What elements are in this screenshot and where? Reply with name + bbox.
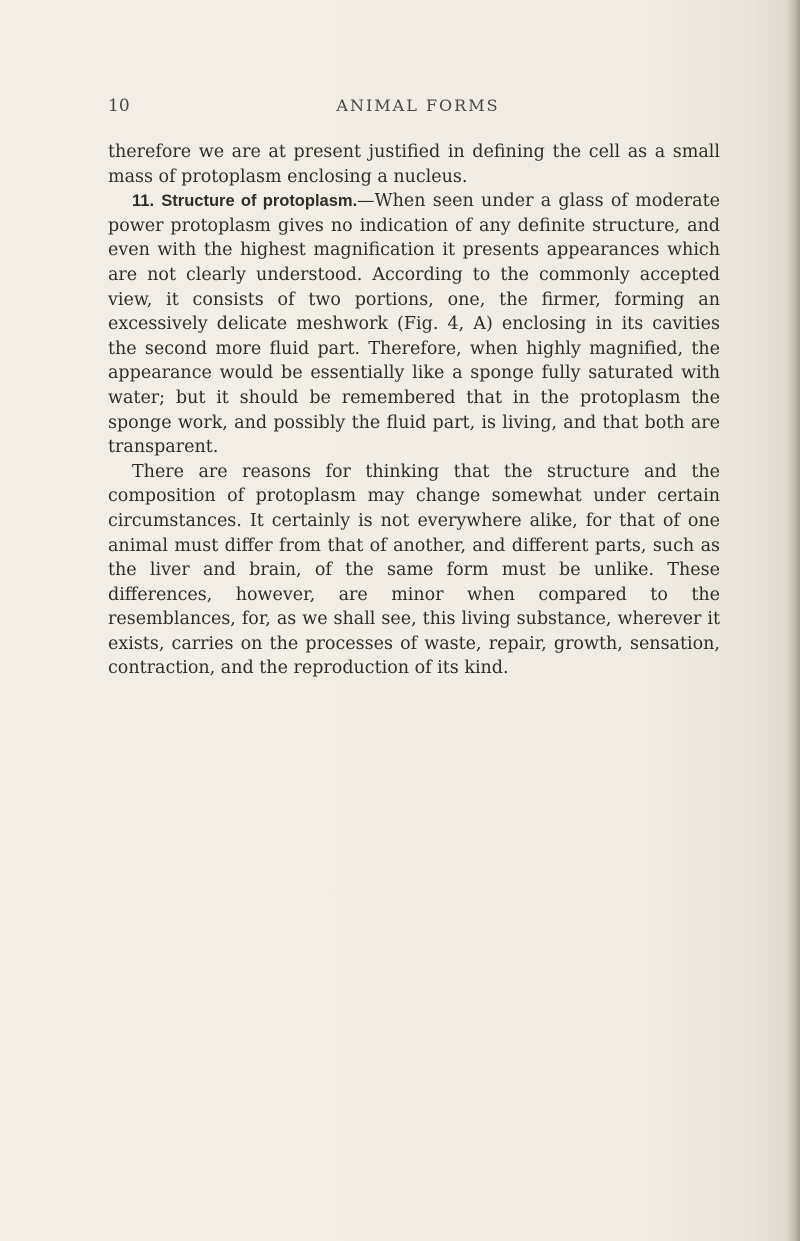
running-head: ANIMAL FORMS bbox=[336, 96, 500, 115]
section-number: 11. bbox=[132, 192, 155, 211]
section-title: Structure of protoplasm. bbox=[161, 192, 358, 211]
paragraph-continued: therefore we are at present justified in defining the cell as a small mass of protoplasm enclosing a nucleus. bbox=[108, 142, 720, 187]
paragraph-structure-of-protoplasm bbox=[108, 189, 720, 460]
page-edge-shadow bbox=[786, 0, 800, 1241]
page-number: 10 bbox=[108, 96, 130, 116]
body-text bbox=[108, 140, 720, 681]
section-text: —When seen under a glass of moderate power protoplasm gives no indication of any definite structure, and even with the highest magnification it presents appearances which are not clearly understood. According to the commonly accepted view, it consists of two portions, one, the firmer, forming an excessively delicate meshwork (Fig. 4, A) enclosing in its cavities the second more fluid part. Therefore, when highly magnified, the appearance would be essentially like a sponge fully saturated with water; but it should be remembered that in the protoplasm the sponge work, and possibly the fluid part, is living, and that both are transparent. bbox=[108, 191, 720, 458]
paragraph-composition: There are reasons for thinking that the structure and the composition of protoplasm may change somewhat under certain circumstances. It certainly is not everywhere alike, for that of one animal must differ from that of another, and different parts, such as the liver and brain, of the same form must be unlike. These differences, however, are minor when compared to the resemblances, for, as we shall see, this living substance, wherever it exists, carries on the processes of waste, repair, growth, sensation, contraction, and the reproduction of its kind. bbox=[108, 461, 720, 679]
page-header bbox=[108, 96, 728, 120]
